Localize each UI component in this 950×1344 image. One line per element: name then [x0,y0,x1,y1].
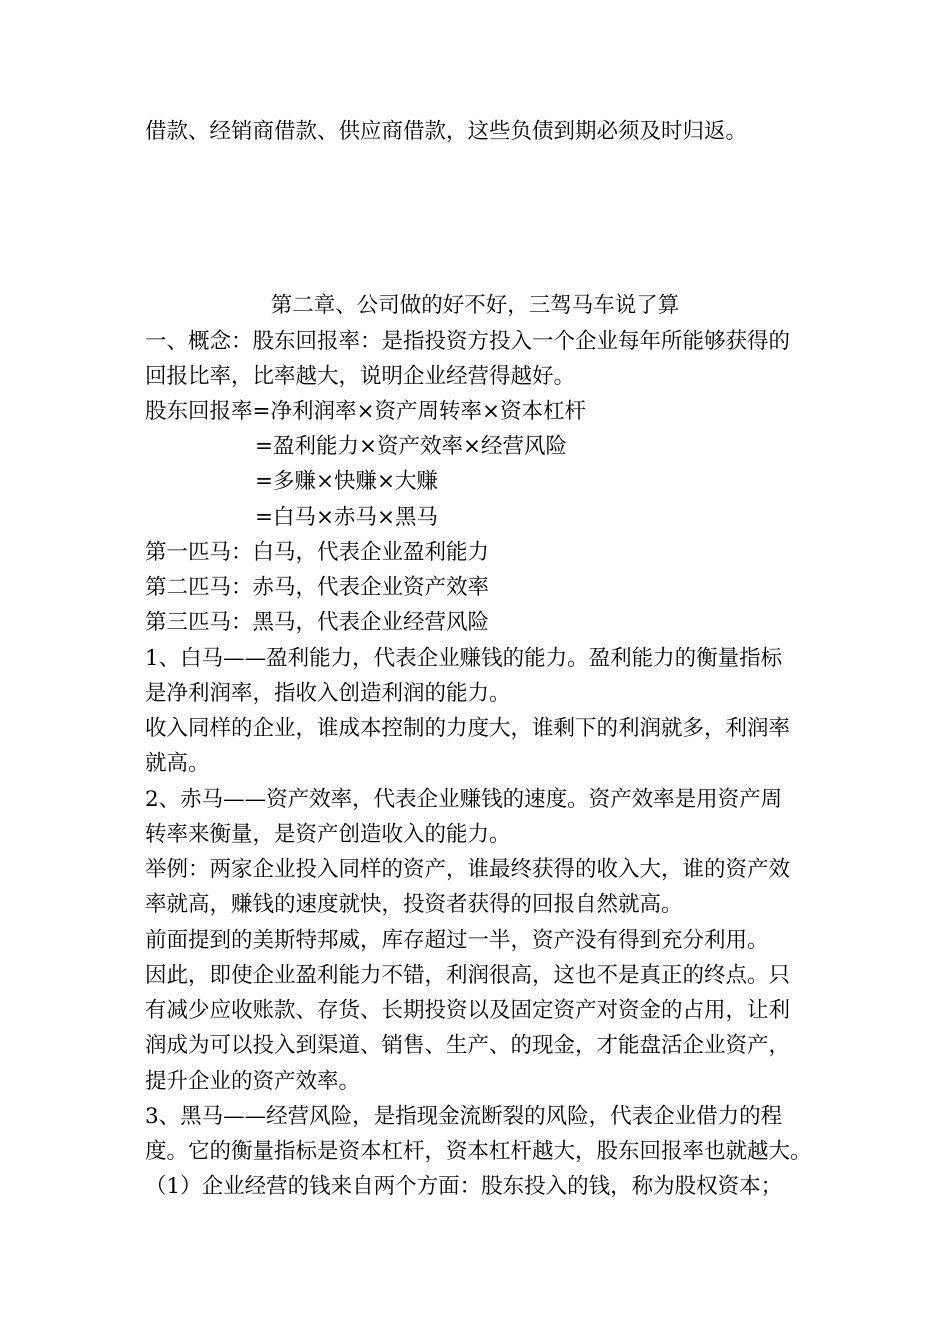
text-line: 第二匹马：赤马，代表企业资产效率 [145,575,490,600]
text-line: 2、赤马——资产效率，代表企业赚钱的速度。资产效率是用资产周 [145,787,783,812]
formula-line: 股东回报率=净利润率×资产周转率×资本杠杆 [145,399,587,424]
text-line: 提升企业的资产效率。 [145,1069,361,1094]
text-line: 1、白马——盈利能力，代表企业赚钱的能力。盈利能力的衡量指标 [145,646,783,671]
text-line: 一、概念：股东回报率：是指投资方投入一个企业每年所能够获得的 [145,329,791,354]
formula-line: =多赚×快赚×大赚 [255,469,439,494]
text-line: 转率来衡量，是资产创造收入的能力。 [145,822,511,847]
text-line: 就高。 [145,751,210,776]
text-line: 率就高，赚钱的速度就快，投资者获得的回报自然就高。 [145,892,683,917]
text-line: 3、黑马——经营风险，是指现金流断裂的风险，代表企业借力的程 [145,1104,783,1129]
text-line: 举例：两家企业投入同样的资产，谁最终获得的收入大，谁的资产效 [145,857,791,882]
text-line: 有减少应收账款、存货、长期投资以及固定资产对资金的占用，让利 [145,998,791,1023]
text-line: 润成为可以投入到渠道、销售、生产、的现金，才能盘活企业资产， [145,1033,791,1058]
text-line: 收入同样的企业，谁成本控制的力度大，谁剩下的利润就多，利润率 [145,716,791,741]
formula-line: =白马×赤马×黑马 [255,505,439,530]
text-line: （1）企业经营的钱来自两个方面：股东投入的钱，称为股权资本； [145,1174,783,1199]
text-line: 度。它的衡量指标是资本杠杆，资本杠杆越大，股东回报率也就越大。 [145,1139,812,1164]
text-line: 第三匹马：黑马，代表企业经营风险 [145,610,490,635]
text-line: 是净利润率，指收入创造利润的能力。 [145,681,511,706]
text-line: 回报比率，比率越大，说明企业经营得越好。 [145,364,576,389]
text-line: 前面提到的美斯特邦威，库存超过一半，资产没有得到充分利用。 [145,928,769,953]
text-line: 第一匹马：白马，代表企业盈利能力 [145,540,490,565]
chapter-title: 第二章、公司做的好不好，三驾马车说了算 [270,293,680,318]
text-line: 因此，即使企业盈利能力不错，利润很高，这也不是真正的终点。只 [145,963,791,988]
formula-line: =盈利能力×资产效率×经营风险 [255,434,568,459]
text-line-carryover: 借款、经销商借款、供应商借款，这些负债到期必须及时归返。 [145,119,748,144]
